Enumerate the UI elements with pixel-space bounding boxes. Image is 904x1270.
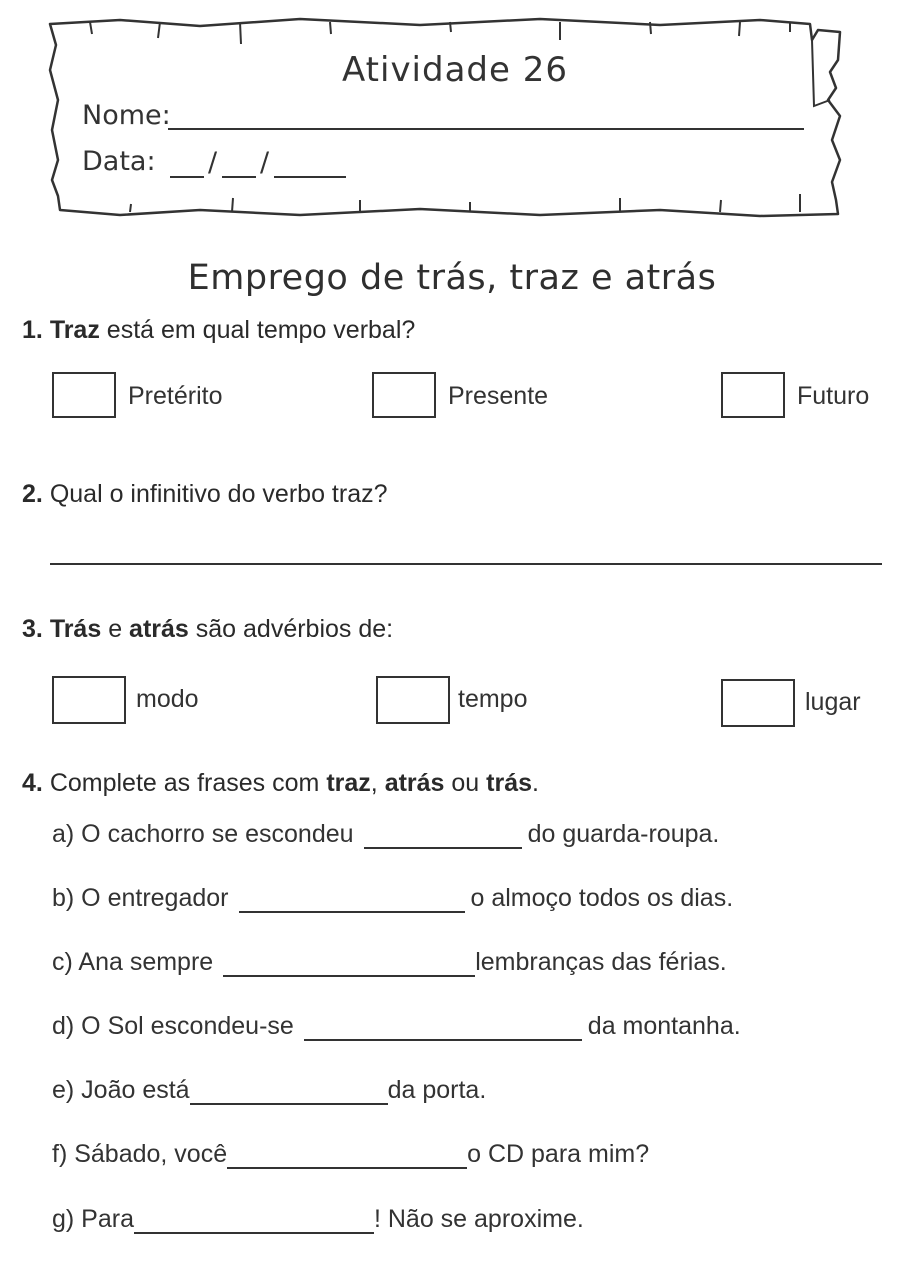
sentence-start: a) O cachorro se escondeu (52, 820, 354, 848)
question-bold-word: atrás (129, 615, 189, 643)
question-number: 3. (22, 615, 43, 643)
sentence-item-f (52, 1140, 649, 1169)
date-separator: / (208, 147, 218, 178)
checkbox-preterito[interactable] (52, 372, 116, 418)
sentence-item-c (52, 948, 727, 977)
question-text: são advérbios de: (188, 615, 394, 643)
question-number: 4. (22, 769, 43, 797)
sentence-item-a (52, 820, 719, 849)
sentence-start: g) Para (52, 1205, 134, 1233)
sentence-item-b (52, 884, 733, 913)
sentence-end: o CD para mim? (467, 1140, 650, 1168)
name-input-line[interactable] (168, 128, 804, 130)
date-day-line[interactable] (170, 176, 204, 178)
sentence-blank[interactable] (364, 825, 522, 849)
question-4 (22, 769, 539, 798)
question-bold-word: traz (326, 769, 371, 797)
name-label: Nome: (82, 100, 171, 131)
question-bold-word: Trás (49, 615, 102, 643)
sentence-blank[interactable] (134, 1210, 374, 1234)
sentence-start: d) O Sol escondeu-se (52, 1012, 294, 1040)
sentence-blank[interactable] (223, 953, 475, 977)
option-label: Futuro (797, 382, 870, 410)
question-text: Qual o infinitivo do verbo traz? (49, 480, 388, 508)
sentence-item-g (52, 1205, 584, 1234)
option-label: Presente (448, 382, 549, 410)
question-number: 2. (22, 480, 43, 508)
option-label: lugar (805, 688, 861, 716)
sentence-end: ! Não se aproxime. (373, 1205, 584, 1233)
sentence-end: da montanha. (587, 1012, 741, 1040)
question-number: 1. (22, 316, 43, 344)
checkbox-tempo[interactable] (376, 676, 450, 724)
question-2 (22, 480, 388, 509)
sentence-blank[interactable] (239, 889, 465, 913)
checkbox-presente[interactable] (372, 372, 436, 418)
checkbox-lugar[interactable] (721, 679, 795, 727)
date-label: Data: (82, 146, 156, 177)
answer-line[interactable] (50, 563, 882, 565)
sentence-end: o almoço todos os dias. (470, 884, 734, 912)
question-text: e (101, 615, 130, 643)
checkbox-futuro[interactable] (721, 372, 785, 418)
option-label: Pretérito (128, 382, 223, 410)
sentence-start: b) O entregador (52, 884, 229, 912)
question-text: , (370, 769, 385, 797)
date-month-line[interactable] (222, 176, 256, 178)
question-text: está em qual tempo verbal? (99, 316, 416, 344)
activity-title: Atividade 26 (342, 50, 568, 90)
option-label: modo (136, 685, 199, 713)
sentence-blank[interactable] (227, 1145, 467, 1169)
checkbox-modo[interactable] (52, 676, 126, 724)
question-text: Complete as frases com (49, 769, 327, 797)
option-label: tempo (458, 685, 528, 713)
question-bold-word: Traz (49, 316, 100, 344)
question-bold-word: trás (486, 769, 533, 797)
question-text: . (532, 769, 539, 797)
sentence-end: da porta. (387, 1076, 487, 1104)
question-text: ou (444, 769, 487, 797)
sentence-item-e (52, 1076, 486, 1105)
question-3 (22, 615, 393, 644)
worksheet-heading: Emprego de trás, traz e atrás (187, 258, 717, 298)
sentence-end: lembranças das férias. (475, 948, 727, 976)
sentence-item-d (52, 1012, 741, 1041)
date-year-line[interactable] (274, 176, 346, 178)
sentence-blank[interactable] (190, 1081, 388, 1105)
date-separator: / (260, 147, 270, 178)
sentence-start: f) Sábado, você (52, 1140, 228, 1168)
question-bold-word: atrás (384, 769, 445, 797)
sentence-start: e) João está (52, 1076, 190, 1104)
sentence-blank[interactable] (304, 1017, 582, 1041)
sentence-end: do guarda-roupa. (527, 820, 720, 848)
sentence-start: c) Ana sempre (52, 948, 214, 976)
question-1 (22, 316, 415, 345)
